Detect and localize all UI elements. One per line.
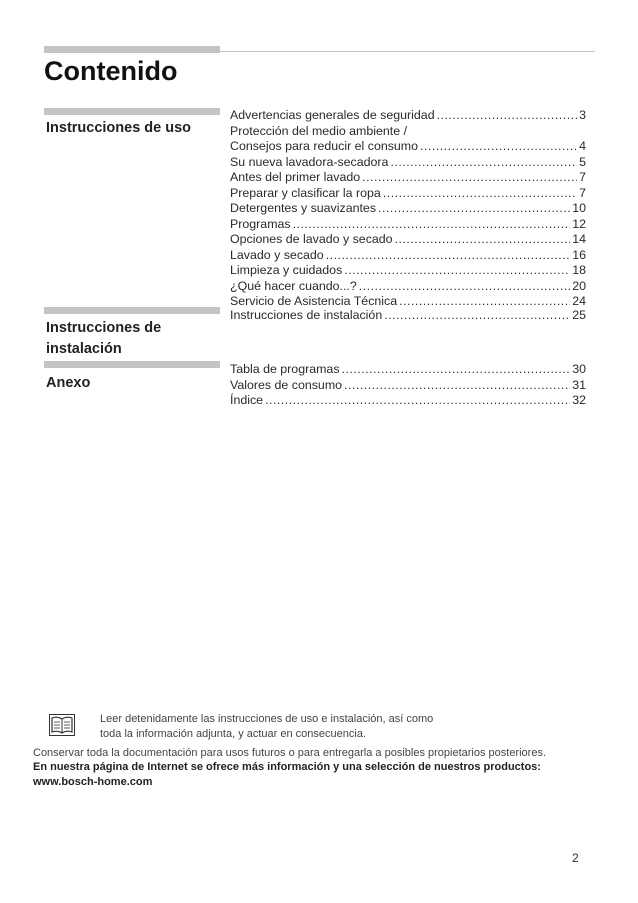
toc-list-instalacion bbox=[230, 308, 586, 324]
section-title-line: Instrucciones de bbox=[46, 320, 162, 336]
toc-entry[interactable]: Valores de consumo ..... 31 bbox=[230, 378, 586, 394]
note-line: toda la información adjunta, y actuar en consecuencia. bbox=[100, 728, 366, 740]
toc-entry[interactable]: Detergentes y suavizantes ..... 10 bbox=[230, 201, 586, 217]
section-bar-uso bbox=[44, 108, 220, 115]
page-title: Contenido bbox=[44, 56, 178, 86]
note-line: Leer detenidamente las instrucciones de uso e instalación, así como bbox=[100, 713, 434, 725]
section-title-line: instalación bbox=[46, 341, 122, 357]
page-number: 2 bbox=[572, 851, 579, 865]
toc-entry[interactable]: Servicio de Asistencia Técnica ..... 24 bbox=[230, 294, 586, 310]
toc-entry[interactable]: ¿Qué hacer cuando...? ..... 20 bbox=[230, 279, 586, 295]
section-bar-instalacion bbox=[44, 307, 220, 314]
toc-entry[interactable]: Opciones de lavado y secado ..... 14 bbox=[230, 232, 586, 248]
toc-entry[interactable]: Tabla de programas ..... 30 bbox=[230, 362, 586, 378]
section-bar-anexo bbox=[44, 361, 220, 368]
header-rule-thin bbox=[220, 51, 595, 52]
website-link[interactable]: www.bosch-home.com bbox=[33, 776, 153, 788]
read-instructions-note bbox=[100, 712, 433, 742]
section-title-uso: Instrucciones de uso bbox=[46, 120, 192, 136]
section-title-anexo: Anexo bbox=[46, 375, 91, 391]
toc-entry[interactable]: Consejos para reducir el consumo ..... 4 bbox=[230, 139, 586, 155]
toc-entry[interactable]: Limpieza y cuidados ..... 18 bbox=[230, 263, 586, 279]
keep-documentation-text: Conservar toda la documentación para usos futuros o para entregarla a posibles propietarios posteriores. bbox=[33, 747, 547, 759]
website-info-text: En nuestra página de Internet se ofrece más información y una selección de nuestros productos: bbox=[33, 761, 541, 773]
toc-list-anexo bbox=[230, 362, 586, 409]
toc-list-uso bbox=[230, 108, 586, 310]
toc-entry[interactable]: Protección del medio ambiente / bbox=[230, 123, 408, 138]
toc-entry[interactable]: Advertencias generales de seguridad ..... 3 bbox=[230, 108, 586, 124]
toc-entry[interactable]: Índice ..... 32 bbox=[230, 393, 586, 409]
header-rule-thick bbox=[44, 46, 220, 53]
toc-entry[interactable]: Preparar y clasificar la ropa ..... 7 bbox=[230, 186, 586, 202]
toc-entry[interactable]: Antes del primer lavado ..... 7 bbox=[230, 170, 586, 186]
toc-entry[interactable]: Lavado y secado ..... 16 bbox=[230, 248, 586, 264]
open-book-icon bbox=[49, 714, 75, 736]
toc-entry[interactable]: Programas ..... 12 bbox=[230, 217, 586, 233]
toc-entry[interactable]: Su nueva lavadora-secadora ..... 5 bbox=[230, 155, 586, 171]
toc-entry[interactable]: Instrucciones de instalación ..... 25 bbox=[230, 308, 586, 324]
section-title-instalacion bbox=[46, 318, 161, 360]
